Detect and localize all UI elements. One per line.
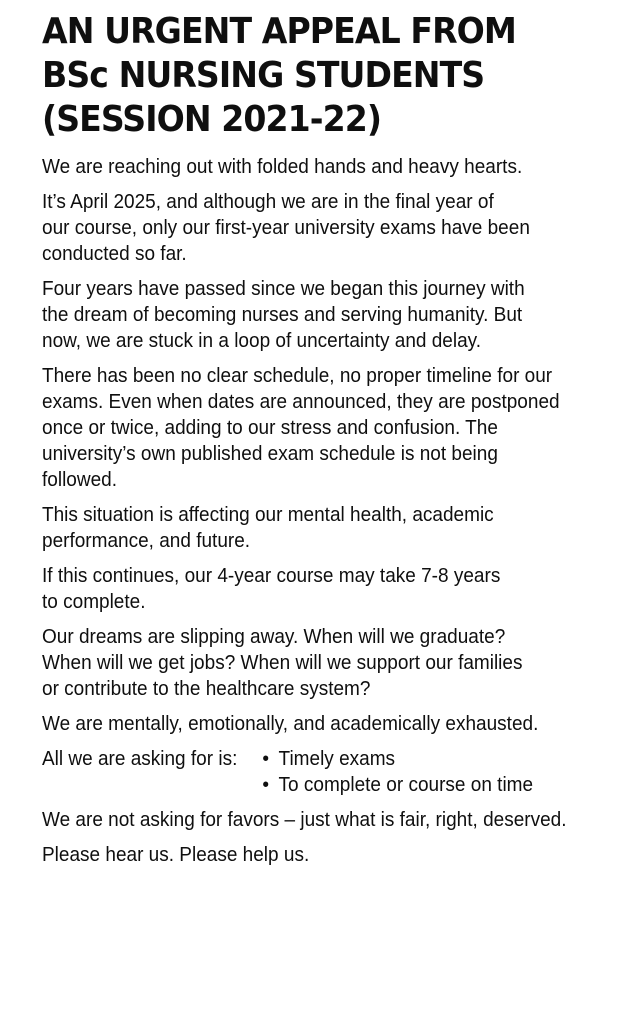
paragraph-line: to complete. [42, 591, 146, 613]
paragraph [42, 154, 616, 180]
asking-for-block [42, 746, 616, 798]
paragraph-line: our course, only our first-year university exams have been [42, 217, 530, 239]
closing-line: Please hear us. Please help us. [42, 844, 310, 866]
bullet-icon: • [262, 748, 270, 770]
paragraph-line: This situation is affecting our mental health, academic [42, 504, 494, 526]
title-line: AN URGENT APPEAL FROM [42, 11, 516, 52]
paragraph [42, 363, 616, 493]
list-item [262, 772, 533, 798]
paragraph-line: There has been no clear schedule, no proper timeline for our [42, 365, 553, 387]
paragraph-line: Four years have passed since we began this journey with [42, 278, 525, 300]
paragraph-line: exams. Even when dates are announced, they are postponed [42, 391, 560, 413]
paragraph-line: performance, and future. [42, 530, 251, 552]
paragraph-line: When will we get jobs? When will we support our families [42, 652, 523, 674]
paragraph [42, 711, 616, 737]
paragraph-line: now, we are stuck in a loop of uncertainty and delay. [42, 330, 482, 352]
title-line: BSc NURSING STUDENTS [42, 55, 485, 96]
paragraph-line: We are reaching out with folded hands and heavy hearts. [42, 156, 523, 178]
title-line: (SESSION 2021-22) [42, 99, 382, 140]
paragraph-line: once or twice, adding to our stress and confusion. The [42, 417, 498, 439]
asking-for-label: All we are asking for is: [42, 748, 238, 770]
closing-paragraph [42, 807, 616, 833]
paragraph-line: the dream of becoming nurses and serving humanity. But [42, 304, 523, 326]
asking-for-list [262, 746, 533, 798]
paragraph-line: conducted so far. [42, 243, 187, 265]
paragraph [42, 276, 616, 354]
list-item [262, 746, 533, 772]
appeal-body [42, 154, 616, 868]
paragraph-line: followed. [42, 469, 117, 491]
paragraph-line: It’s April 2025, and although we are in the final year of [42, 191, 494, 213]
closing-paragraph [42, 842, 616, 868]
list-item-text: To complete or course on time [278, 774, 534, 796]
paragraph [42, 189, 616, 267]
appeal-title [42, 10, 612, 142]
paragraph-line: If this continues, our 4-year course may take 7-8 years [42, 565, 501, 587]
paragraph-line: or contribute to the healthcare system? [42, 678, 371, 700]
paragraph [42, 624, 616, 702]
paragraph-line: We are mentally, emotionally, and academically exhausted. [42, 713, 539, 735]
paragraph-line: Our dreams are slipping away. When will we graduate? [42, 626, 506, 648]
closing-line: We are not asking for favors – just what is fair, right, deserved. [42, 809, 567, 831]
paragraph-line: university’s own published exam schedule is not being [42, 443, 498, 465]
list-item-text: Timely exams [278, 748, 396, 770]
paragraph [42, 502, 616, 554]
bullet-icon: • [262, 774, 270, 796]
paragraph [42, 563, 616, 615]
